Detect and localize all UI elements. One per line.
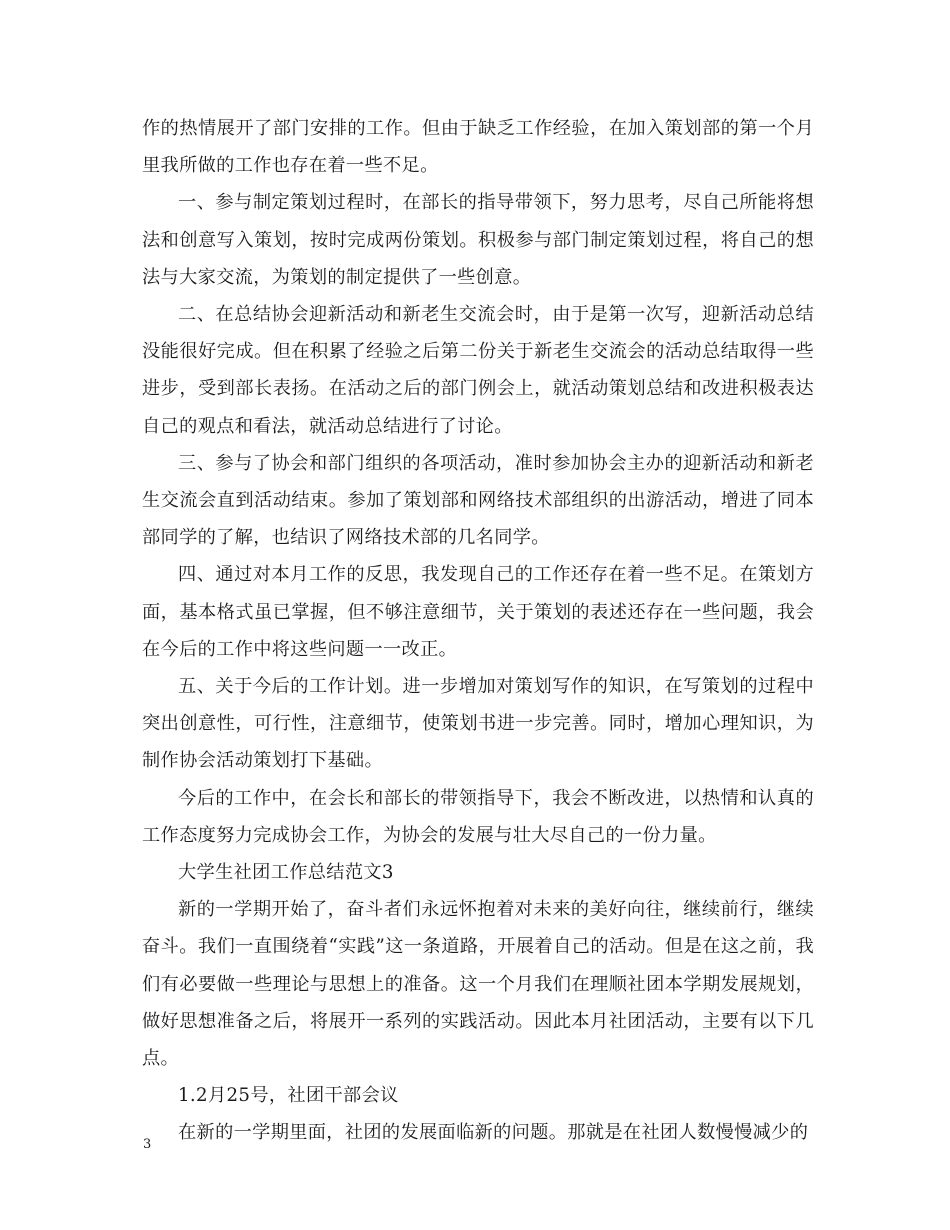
list-item-heading: 1.2月25号，社团干部会议 bbox=[178, 1085, 399, 1107]
paragraph-9: 新的一学期开始了，奋斗者们永远怀抱着对未来的美好向往，继续前行，继续奋斗。我们一直围绕着“实践”这一条道路，开展着自己的活动。但是在这之前，我们有必要做一些理论与思想上的准备。这一个月我们在理顺社团本学期发展规划，做好思想准备之后，将展开一系列的实践活动。因此本月社团活动，主要有以下几点。 bbox=[142, 899, 814, 1070]
paragraph-4: 三、参与了协会和部门组织的各项活动，准时参加协会主办的迎新活动和新老生交流会直到活动结束。参加了策划部和网络技术部组织的出游活动，增进了同本部同学的了解，也结识了网络技术部的几名同学。 bbox=[142, 452, 814, 549]
paragraph-2: 一、参与制定策划过程时，在部长的指导带领下，努力思考，尽自己所能将想法和创意写入策划，按时完成两份策划。积极参与部门制定策划过程，将自己的想法与大家交流，为策划的制定提供了一些创意。 bbox=[142, 192, 814, 288]
paragraph-7: 今后的工作中，在会长和部长的带领指导下，我会不断改进，以热情和认真的工作态度努力完成协会工作，为协会的发展与壮大尽自己的一份力量。 bbox=[142, 787, 814, 846]
paragraph-5: 四、通过对本月工作的反思，我发现自己的工作还存在着一些不足。在策划方面，基本格式虽已掌握，但不够注意细节，关于策划的表述还存在一些问题，我会在今后的工作中将这些问题一一改正。 bbox=[142, 564, 814, 660]
paragraph-11: 在新的一学期里面，社团的发展面临新的问题。那就是在社团人数慢慢减少的 bbox=[178, 1122, 809, 1144]
paragraph-3: 二、在总结协会迎新活动和新老生交流会时，由于是第一次写，迎新活动总结没能很好完成。但在积累了经验之后第二份关于新老生交流会的活动总结取得一些进步，受到部长表扬。在活动之后的部门例会上，就活动策划总结和改进积极表达自己的观点和看法，就活动总结进行了讨论。 bbox=[142, 304, 814, 437]
document-body bbox=[142, 110, 814, 1152]
paragraph-1: 作的热情展开了部门安排的工作。但由于缺乏工作经验，在加入策划部的第一个月里我所做的工作也存在着一些不足。 bbox=[142, 118, 814, 177]
page-number: 3 bbox=[143, 1137, 152, 1152]
section-heading: 大学生社团工作总结范文3 bbox=[178, 862, 394, 884]
paragraph-6: 五、关于今后的工作计划。进一步增加对策划写作的知识，在写策划的过程中突出创意性，可行性，注意细节，使策划书进一步完善。同时，增加心理知识，为制作协会活动策划打下基础。 bbox=[142, 676, 814, 772]
